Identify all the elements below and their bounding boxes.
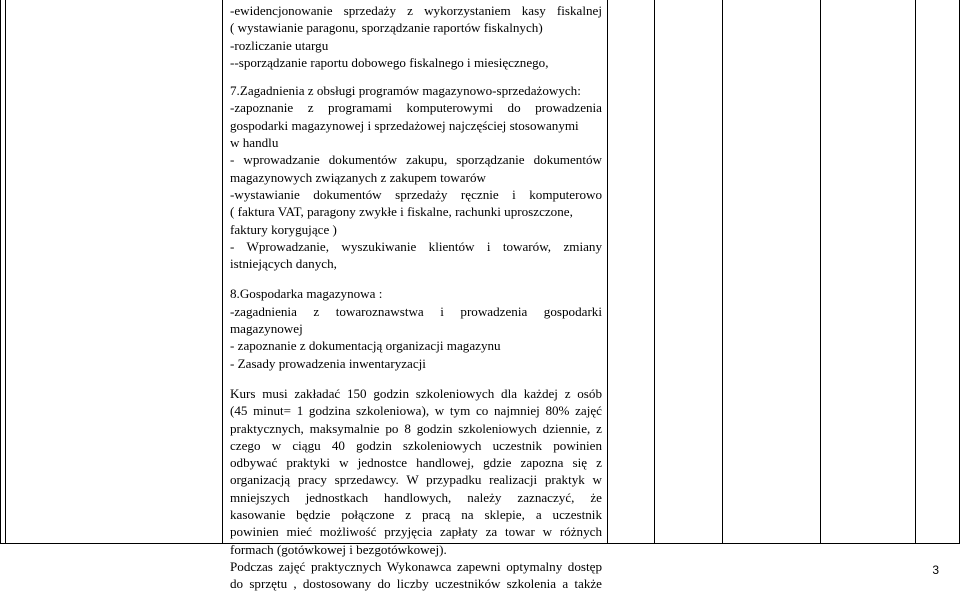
text-line: - wprowadzanie dokumentów zakupu, sporządzanie dokumentów	[230, 152, 602, 168]
page-number: 3	[932, 563, 939, 577]
text-line: - Wprowadzanie, wyszukiwanie klientów i towarów, zmiany	[230, 238, 602, 254]
text-line: -ewidencjonowanie sprzedaży z wykorzystaniem kasy fiskalnej	[230, 3, 602, 18]
text-line: organizacją pracy sprzedawcy. W przypadku realizacji praktyk w	[230, 472, 602, 488]
text-line: -zagadnienia z towaroznawstwa i prowadzenia gospodarki	[230, 303, 602, 319]
text-line: ( faktura VAT, paragony zwykłe i fiskalne, rachunki uproszczone,	[230, 204, 573, 220]
text-line: w handlu	[230, 135, 279, 151]
text-line: -zapoznanie z programami komputerowymi do prowadzenia	[230, 100, 602, 116]
table-column-divider	[915, 0, 916, 543]
table-column-divider	[722, 0, 723, 543]
section-heading: 7.Zagadnienia z obsługi programów magazynowo-sprzedażowych:	[230, 83, 581, 99]
text-line: Podczas zajęć praktycznych Wykonawca zapewni optymalny dostęp	[230, 558, 602, 574]
section-heading: 8.Gospodarka magazynowa :	[230, 286, 383, 302]
spacer	[230, 272, 602, 285]
spacer	[230, 372, 602, 385]
text-line: magazynowej	[230, 321, 303, 337]
table-column-divider	[5, 0, 6, 543]
text-line: magazynowych związanych z zakupem towarów	[230, 169, 486, 185]
text-line: istniejących danych,	[230, 256, 337, 272]
table-column-divider	[654, 0, 655, 543]
text-line: - Zasady prowadzenia inwentaryzacji	[230, 355, 426, 371]
text-line: do sprzętu , dostosowany do liczby uczestników szkolenia a także	[230, 576, 602, 592]
text-line: (45 minut= 1 godzina szkoleniowa), w tym co najmniej 80% zajęć	[230, 403, 602, 419]
text-line: czego w ciągu 40 godzin szkoleniowych uczestnik powinien	[230, 437, 602, 453]
text-line: --sporządzanie raportu dobowego fiskalnego i miesięcznego,	[230, 54, 549, 70]
text-line: praktycznych, maksymalnie po 8 godzin szkoleniowych dziennie, z	[230, 420, 602, 436]
text-line: formach (gotówkowej i bezgotówkowej).	[230, 541, 447, 557]
text-line: Kurs musi zakładać 150 godzin szkoleniowych dla każdej z osób	[230, 385, 602, 401]
spacer	[230, 71, 602, 82]
text-line: odbywać praktyki w jednostce handlowej, gdzie zapozna się z	[230, 455, 602, 471]
table-column-divider	[607, 0, 608, 543]
text-line: faktury korygujące )	[230, 221, 337, 237]
table-border-bottom	[0, 543, 960, 544]
text-line: -rozliczanie utargu	[230, 37, 329, 53]
text-line: - zapoznanie z dokumentacją organizacji magazynu	[230, 338, 501, 354]
text-line: gospodarki magazynowej i sprzedażowej najczęściej stosowanymi	[230, 117, 579, 133]
table-border-left	[0, 0, 1, 543]
text-line: kasowanie będzie połączone z pracą na sklepie, a uczestnik	[230, 507, 602, 523]
table-column-divider	[820, 0, 821, 543]
table-column-divider	[222, 0, 223, 543]
text-line: mniejszych jednostkach handlowych, należy zaznaczyć, że	[230, 489, 602, 505]
text-line: powinien mieć możliwość przyjęcia zapłaty za towar w różnych	[230, 524, 602, 540]
text-line: -wystawianie dokumentów sprzedaży ręcznie i komputerowo	[230, 186, 602, 202]
course-description-cell	[230, 2, 602, 593]
text-line: ( wystawianie paragonu, sporządzanie raportów fiskalnych)	[230, 20, 543, 36]
